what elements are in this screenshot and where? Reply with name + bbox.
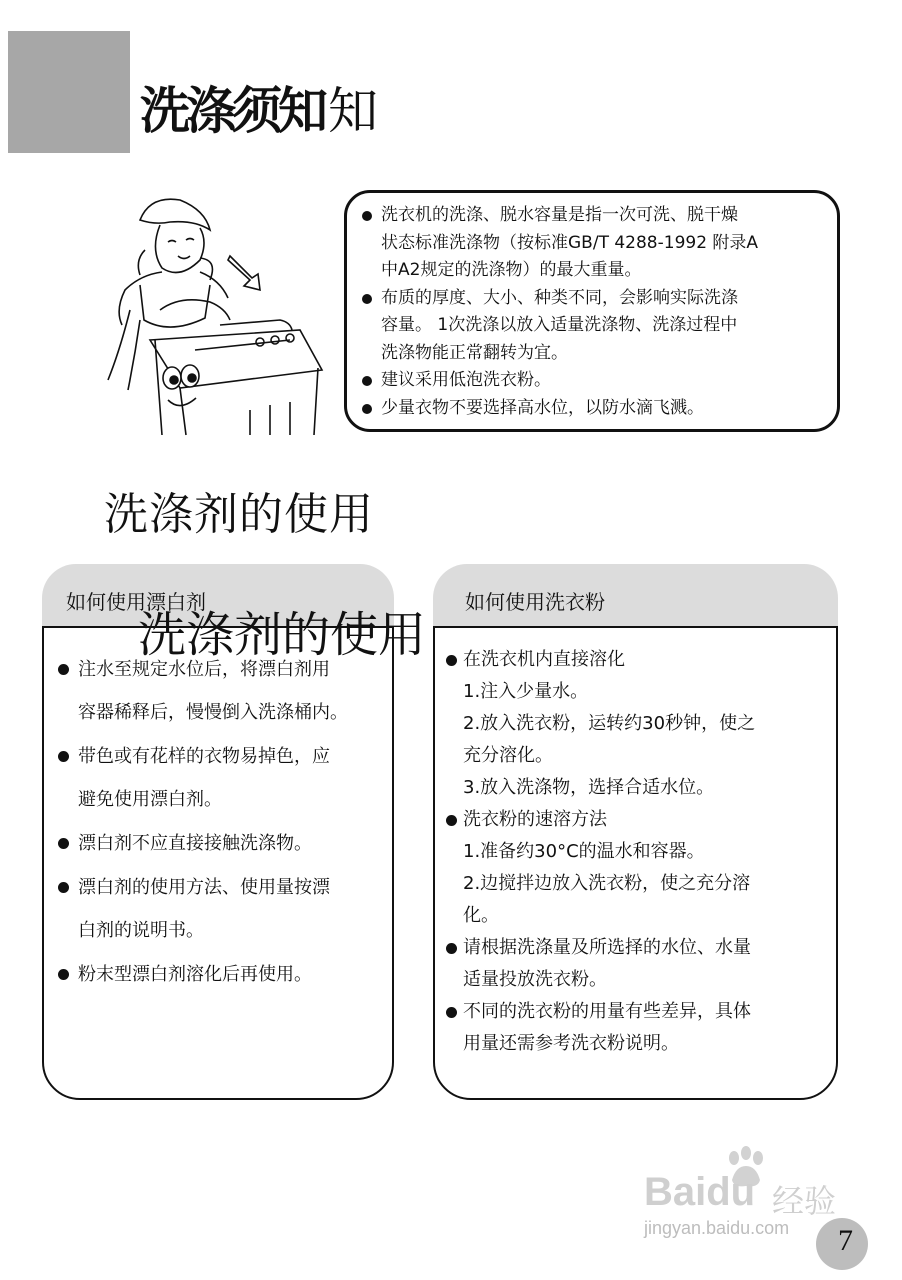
list-item: 3.放入洗涤物，选择合适水位。 bbox=[463, 777, 715, 798]
bullet-icon bbox=[58, 751, 69, 762]
list-item: 注水至规定水位后，将漂白剂用 容器稀释后，慢慢倒入洗涤桶内。 bbox=[56, 648, 396, 734]
bullet-icon bbox=[446, 655, 457, 666]
page-title-main: 洗涤须知 bbox=[140, 81, 324, 140]
bullet-icon bbox=[362, 211, 372, 221]
list-item: 1.注入少量水。 bbox=[463, 681, 589, 702]
bullet-icon bbox=[446, 943, 457, 954]
section-title: 洗涤剂的使用 bbox=[104, 489, 374, 540]
header-gray-block bbox=[8, 31, 130, 153]
woman-washing-illustration bbox=[100, 190, 330, 440]
powder-panel bbox=[433, 564, 838, 1100]
bullet-icon bbox=[58, 882, 69, 893]
watermark-label: 经验 bbox=[772, 1182, 837, 1220]
page-title-tail: 知 bbox=[328, 82, 378, 140]
washing-notice-box bbox=[344, 190, 840, 432]
list-item: 不同的洗衣粉的用量有些差异，具体 bbox=[445, 996, 835, 1028]
powder-panel-title: 如何使用洗衣粉 bbox=[465, 590, 605, 614]
list-item: 粉末型漂白剂溶化后再使用。 bbox=[56, 953, 396, 996]
bullet-icon bbox=[362, 294, 372, 304]
bullet-icon bbox=[446, 815, 457, 826]
list-item: 带色或有花样的衣物易掉色，应 避免使用漂白剂。 bbox=[56, 735, 396, 821]
list-item: 用量还需参考洗衣粉说明。 bbox=[463, 1033, 679, 1054]
powder-panel-tab bbox=[433, 564, 838, 626]
list-item: 1.准备约30°C的温水和容器。 bbox=[463, 841, 705, 862]
bullet-icon bbox=[58, 838, 69, 849]
bullet-icon bbox=[446, 1007, 457, 1018]
list-item: 充分溶化。 bbox=[463, 745, 553, 766]
bullet-icon bbox=[58, 664, 69, 675]
notice-line: 状态标准洗涤物（按标准GB/T 4288-1992 附录A bbox=[381, 232, 759, 253]
notice-line: 容量。 1次洗涤以放入适量洗涤物、洗涤过程中 bbox=[381, 315, 738, 335]
notice-line: 中A2规定的洗涤物）的最大重量。 bbox=[381, 260, 642, 280]
bleach-panel-title: 如何使用漂白剂 bbox=[66, 590, 206, 614]
list-item: 2.放入洗衣粉，运转约30秒钟，使之 bbox=[463, 713, 756, 734]
list-item: 洗衣粉的速溶方法 bbox=[445, 804, 835, 836]
bleach-list bbox=[56, 648, 396, 997]
list-item: 2.边搅拌边放入洗衣粉，使之充分溶 bbox=[463, 873, 751, 894]
list-item: 在洗衣机内直接溶化 bbox=[445, 644, 835, 676]
list-item: 适量投放洗衣粉。 bbox=[463, 969, 607, 990]
list-item: 漂白剂不应直接接触洗涤物。 bbox=[56, 822, 396, 865]
overlay-section-title: 洗涤剂的使用 bbox=[138, 607, 427, 663]
bullet-icon bbox=[362, 376, 372, 386]
notice-line: 建议采用低泡洗衣粉。 bbox=[361, 367, 827, 395]
notice-line: 少量衣物不要选择高水位，以防水滴飞溅。 bbox=[361, 395, 827, 423]
powder-list bbox=[445, 644, 835, 1060]
bullet-icon bbox=[362, 404, 372, 414]
bullet-icon bbox=[58, 969, 69, 980]
list-item: 请根据洗涤量及所选择的水位、水量 bbox=[445, 932, 835, 964]
watermark-url: jingyan.baidu.com bbox=[644, 1218, 790, 1238]
notice-line: 洗涤物能正常翻转为宜。 bbox=[381, 342, 568, 363]
list-item: 化。 bbox=[463, 905, 499, 926]
notice-line: 洗衣机的洗涤、脱水容量是指一次可洗、脱干燥 bbox=[361, 202, 827, 230]
page-number: 7 bbox=[838, 1224, 853, 1257]
page-title bbox=[140, 81, 378, 140]
list-item: 漂白剂的使用方法、使用量按漂 白剂的说明书。 bbox=[56, 866, 396, 952]
watermark-brand: Baidu bbox=[644, 1170, 756, 1214]
notice-line: 布质的厚度、大小、种类不同，会影响实际洗涤 bbox=[361, 285, 827, 313]
